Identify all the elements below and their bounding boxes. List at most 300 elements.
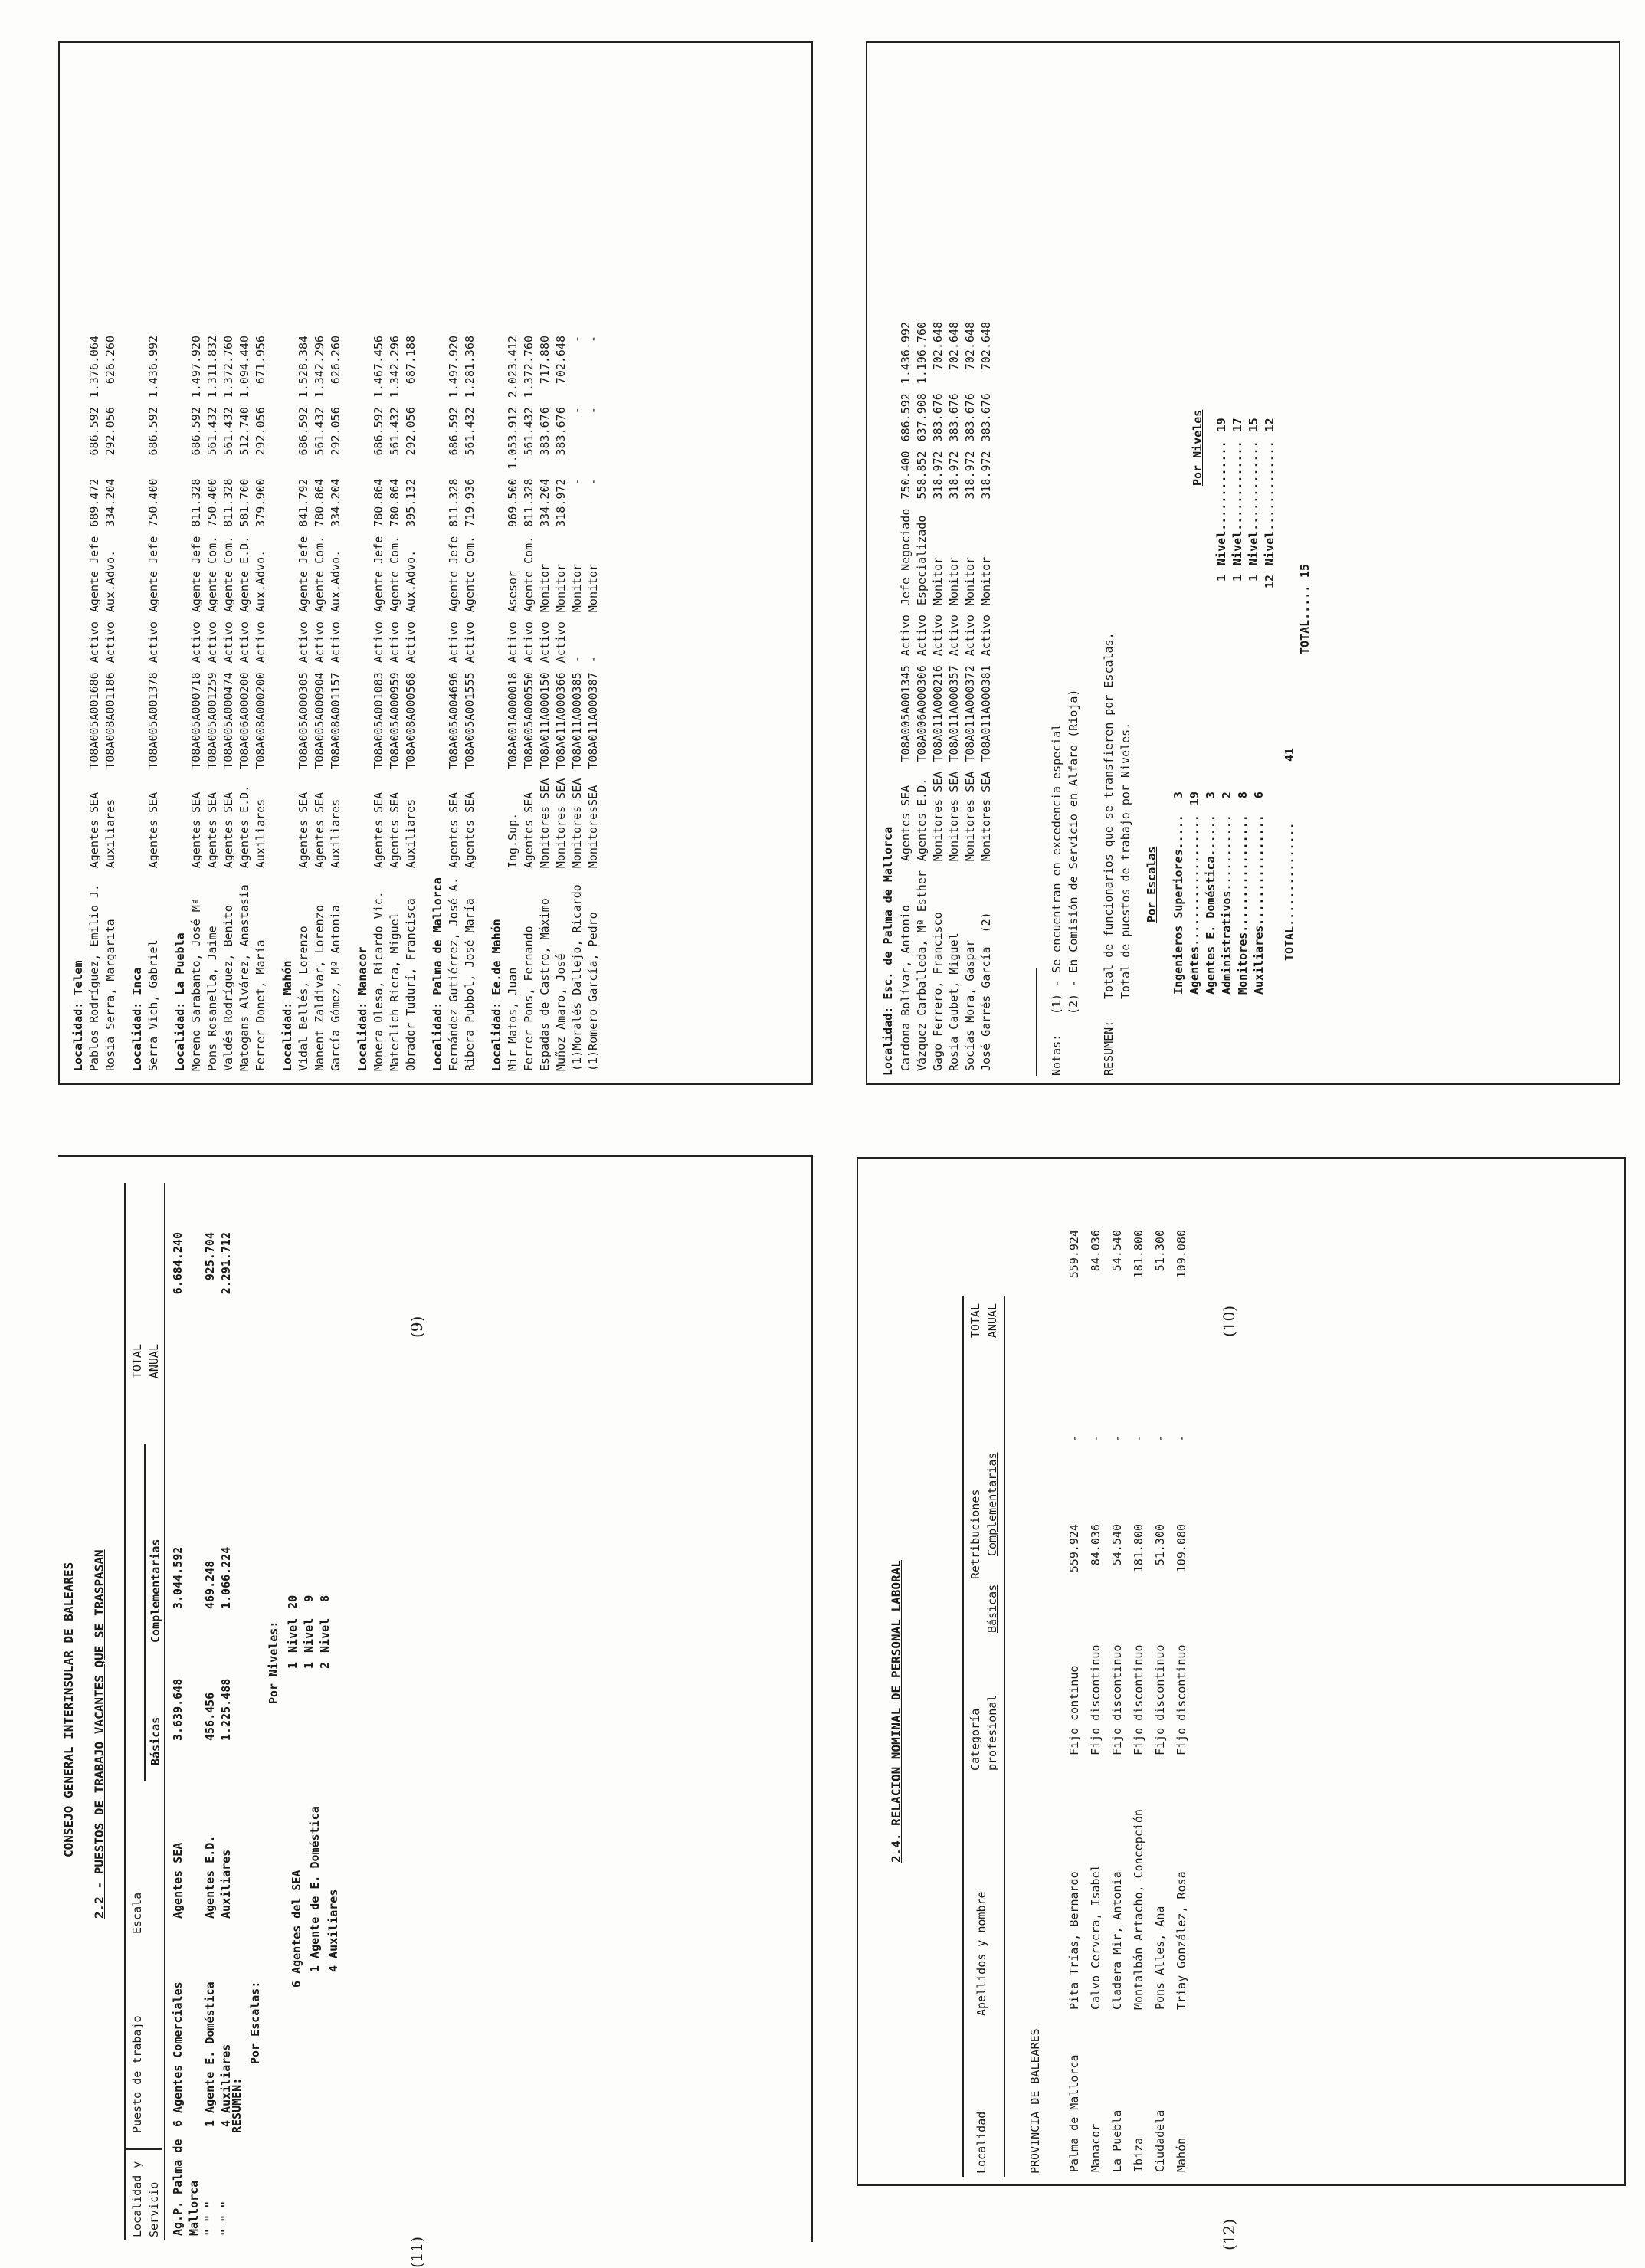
cell-name: Vázquez Carballeda, Mª Esther [915,870,929,1071]
cell-complementarias: 292.056 [254,407,267,456]
resumen-text-2: Total de puestos de trabajo por Niveles. [1119,722,1132,999]
cell-name: Gago Ferrero, Francisco [931,912,945,1071]
cell-basicas: 318.972 [963,451,977,500]
cell-puesto: Agente Com. [221,536,235,613]
cell-puesto: Agente E.D. [238,536,251,613]
locality-heading: Localidad: Manacor [356,946,369,1071]
nivel-label: Nivel............. [1263,441,1276,565]
cell-escala: Agentes SEA [313,792,326,869]
cell-basicas: 811.328 [447,478,460,527]
cell-nombre: Cladera Mir, Antonia [1110,1871,1124,2010]
locality-heading: Localidad: Mahón [280,960,294,1071]
table-row [328,331,344,1076]
table-row [914,317,930,1076]
cell-registro: T08A011A000150 [538,672,552,769]
cell-complementarias: 686.592 [297,407,310,456]
cell-name: Muñoz Amaro, José [554,953,568,1071]
table-row [1106,1225,1128,2177]
cell-basicas: - [586,478,600,486]
nivel-number: 15 [1247,418,1260,432]
cell-escala: Monitores SEA [538,778,552,869]
cell-name: Socías Mora, Gaspar [963,939,977,1071]
col-complementarias: Complementarias [985,1452,999,1556]
table-row [202,1227,218,2240]
cell-total: 1.497.920 [189,335,203,398]
cell-puesto: Jefe Negociado [899,508,913,606]
cell-total: 51.300 [1153,1230,1167,1272]
table-row [569,331,585,1076]
cell-basicas: 780.864 [388,478,401,527]
table-row [312,331,328,1076]
escalas-total-label: TOTAL............... [1283,822,1296,961]
cell-puesto: Aux.Advo. [329,549,342,613]
cell-complementarias: 383.676 [963,393,977,442]
cell-complementarias: 383.676 [947,393,961,442]
col-basicas: Básicas [149,1716,162,1765]
page-11-subtitle: 2.2 - PUESTOS DE TRABAJO VACANTES QUE SE TRASPASAN [92,1549,106,1919]
cell-complementarias: 561.432 [221,407,235,456]
cell-total: 717.880 [538,335,552,385]
cell-categoria: Fijo discontinuo [1089,1644,1103,1755]
cell-name: Pablos Rodríguez, Emilio J. [87,884,101,1071]
cell-categoria: Fijo continuo [1067,1665,1081,1755]
cell-name: Serra Vich, Gabriel [146,939,160,1071]
cell-escala: Agentes E.D. [915,778,929,862]
nivel-label: Nivel [318,1617,332,1653]
cell-total: 702.648 [979,321,993,371]
niveles-summary-table [1214,413,1278,593]
cell-registro: T08A005A001378 [146,672,160,769]
cell-situacion: Activo [947,615,961,657]
cell-basicas: 109.080 [1175,1524,1188,1573]
cell-registro: T08A005A001083 [372,672,385,769]
cell-situacion: Activo [899,615,913,657]
cell-basicas: 750.400 [205,478,219,527]
cell-registro: T08A005A000904 [313,672,326,769]
cell-registro: T08A005A000550 [522,672,536,769]
cell-complementarias: - [1067,1434,1081,1442]
nivel-count: 12 [1263,574,1276,588]
nivel-row [1246,413,1262,593]
cell-situacion: - [570,656,584,664]
table-row [1171,1225,1192,2177]
cell-complementarias: 686.592 [189,407,203,456]
cell-situacion: Activo [146,621,160,664]
cell-escala: Agentes SEA [87,792,101,869]
cell-basicas: 689.472 [87,478,101,527]
cell-total: 1.094.440 [238,335,251,398]
cell-complementarias: - [1110,1434,1124,1442]
cell-basicas: 181.800 [1132,1524,1145,1573]
cell-registro: T08A005A000474 [221,672,235,769]
cell-puesto: Agente Jefe [447,536,460,613]
page-10-rotated-content [867,43,1619,1083]
escala-name: Agentes................... [1188,814,1201,995]
cell-escala: Agentes SEA [388,792,401,869]
escala-row [1171,787,1187,999]
cell-name: Monera Olesa, Ricardo Vic. [372,891,385,1071]
nivel-label: Nivel [286,1617,300,1653]
nivel-count: 1 [1247,574,1260,582]
cell-complementarias: 1.053.912 [506,407,519,470]
cell-name: Ribera Pubbol, José María [463,898,477,1071]
table-row [978,317,995,1076]
table-row [462,331,478,1076]
cell-basicas: 750.400 [146,478,160,527]
cell-total: 1.372.760 [221,335,235,398]
cell-basicas: 456.456 [203,1692,217,1741]
cell-complementarias: 686.592 [87,407,101,456]
nivel-row [317,1591,333,1673]
spacer-row [162,331,172,1076]
cell-total: 109.080 [1175,1230,1188,1279]
cell-total: 626.260 [329,335,342,385]
cell-categoria: Fijo discontinuo [1153,1644,1167,1755]
cell-total: 702.648 [554,335,568,385]
cell-situacion: Activo [538,621,552,664]
locality-heading-row [355,331,371,1076]
cell-basicas: 969.500 [506,478,519,527]
table-row [553,331,569,1076]
nivel-number: 20 [286,1594,300,1609]
cell-basicas: 581.700 [238,478,251,527]
spacer-row [344,331,355,1076]
nota-1: (1) - Se encuentran en excedencia especial [1050,723,1063,1014]
cell-name: Moreno Sarabanto, José Mª [189,898,203,1071]
cell-complementarias: - [1089,1434,1103,1442]
escala-name: Auxiliares................ [1252,814,1266,995]
cell-complementarias: 383.676 [979,393,993,442]
escala-count: 3 [1171,792,1185,799]
cell-complementarias: 686.592 [372,407,385,456]
table-top-rule [962,1296,964,2177]
cell-escala: Auxiliares [329,798,342,869]
locality-heading-row [489,331,505,1076]
cell-escala: Agentes SEA [297,792,310,869]
cell-complementarias: 561.432 [522,407,536,456]
cell-registro: T08A001A000018 [506,672,519,769]
laboral-staff-table [1063,1225,1192,2177]
cell-basicas: 780.864 [313,478,326,527]
cell-escala: Monitores SEA [979,771,993,862]
cell-nombre: Pons Alles, Ana [1153,1906,1167,2010]
cell-name: Valdés Rodríguez, Benito [221,905,235,1071]
table-row [537,331,553,1076]
cell-complementarias: 637.908 [915,393,929,442]
cell-puesto: Agente Jefe [372,536,385,613]
col-localidad: Localidad [975,2111,988,2174]
niveles-total-value: 15 [1298,563,1312,578]
cell-total: 181.800 [1132,1230,1145,1279]
table-row [585,331,601,1076]
col-categoria: Categoría profesional [968,1694,999,1771]
cell-escala: Monitores SEA [931,771,945,862]
table-row [146,331,162,1076]
cell-localidad: Manacor [1089,2123,1103,2172]
spacer-row [601,331,612,1076]
locality-heading: Localidad: Palma de Mallorca [431,877,444,1071]
nivel-label: Nivel [302,1617,316,1653]
cell-total: 6.684.240 [171,1232,185,1295]
cell-puesto: 4 Auxiliares [219,2043,233,2127]
cell-escala: Agentes SEA [205,792,219,869]
cell-localidad: Ciudadela [1153,2109,1167,2172]
locality-heading-row [280,331,296,1076]
por-escalas-label: Por Escalas: [248,1981,262,2064]
cell-puesto: Monitor [554,563,568,613]
table-row [205,331,221,1076]
cell-escala: Agentes E.D. [203,1835,217,1919]
cell-escala: Agentes SEA [463,792,477,869]
nivel-row [301,1591,317,1673]
cell-registro: T08A006A000306 [915,665,929,762]
cell-registro: T08A011A000385 [570,672,584,769]
cell-complementarias: 686.592 [146,407,160,456]
locality-heading-row [172,331,188,1076]
cell-basicas: 318.972 [554,478,568,527]
cell-complementarias: 292.056 [404,407,418,456]
cell-complementarias: 383.676 [554,407,568,456]
nivel-number: 17 [1230,418,1244,432]
cell-puesto: Agente Com. [463,536,477,613]
cell-escala: Agentes SEA [372,792,385,869]
nivel-row [1262,413,1278,593]
cell-total: 702.648 [947,321,961,371]
cell-basicas: 318.972 [931,451,945,500]
cell-complementarias: - [1153,1434,1167,1442]
table-row [188,331,205,1076]
col-total: TOTAL ANUAL [968,1303,999,1339]
page-9 [58,41,813,1085]
cell-puesto: Monitor [979,556,993,606]
cell-nombre: Pita Trías, Bernardo [1067,1871,1081,2010]
cell-situacion: Activo [447,621,460,664]
escala-row [1219,787,1235,999]
cell-basicas: 1.225.488 [219,1678,233,1741]
por-niveles-title: Por Niveles [1191,409,1204,486]
cell-basicas: 318.972 [947,451,961,500]
provincia-heading: PROVINCIA DE BALEARES [1028,2028,1042,2174]
cell-basicas: 334.204 [329,478,342,527]
cell-total: - [586,335,600,342]
cell-registro: T08A008A000200 [254,672,267,769]
nivel-count: 1 [286,1661,300,1669]
cell-total: 1.436.992 [899,321,913,385]
cell-registro: T08A011A000381 [979,665,993,762]
cell-name: Pons Rosanella, Jaime [205,926,219,1071]
nivel-count: 1 [1214,574,1228,582]
cell-total: 626.260 [103,335,117,385]
nivel-number: 8 [318,1594,332,1602]
cell-total: 1.436.992 [146,335,160,398]
table-row [1149,1225,1171,2177]
cell-registro: T08A008A000568 [404,672,418,769]
cell-basicas: 719.936 [463,478,477,527]
cell-puesto: Agente Com. [205,536,219,613]
cell-name: Ferrer Pons, Fernando [522,926,536,1071]
page-number-12: (12) [1220,2218,1238,2250]
cell-basicas: 51.300 [1153,1524,1167,1566]
cell-complementarias: 561.432 [463,407,477,456]
cell-registro: T08A005A000718 [189,672,203,769]
cell-localidad: " " " [203,2201,217,2236]
resumen-text-1: Total de funcionarios que se transfieren por Escalas. [1102,632,1116,999]
cell-basicas: 750.400 [899,451,913,500]
col-localidad: Localidad y Servicio [130,2161,161,2237]
cell-situacion: Activo [554,621,568,664]
cell-escala: Monitores SEA [570,778,584,869]
cell-puesto: 6 Agentes Comerciales [171,1981,185,2127]
cell-situacion: - [586,656,600,664]
cell-total: 925.704 [203,1232,217,1281]
page-10-personnel-table [898,317,995,1076]
cell-escala: Agentes SEA [146,792,160,869]
cell-escala: Agentes E.D. [238,785,251,869]
cell-localidad: La Puebla [1110,2109,1124,2172]
spacer-row [119,331,129,1076]
cell-registro: T08A011A000387 [586,672,600,769]
escala-count: 19 [1188,792,1201,806]
cell-complementarias: 383.676 [538,407,552,456]
page-11-title: CONSEJO GENERAL INTERINSULAR DE BALEARES [61,1562,76,1857]
notes-separator [1036,968,1037,1076]
cell-situacion: Activo [522,621,536,664]
page-12-title: 2.4. RELACION NOMINAL DE PERSONAL LABORAL [889,1560,903,1863]
cell-total: 1.342.296 [313,335,326,398]
cell-escala: Auxiliares [254,798,267,869]
table-row [237,331,253,1076]
cell-escala: Monitores SEA [947,771,961,862]
cell-puesto: Monitor [963,556,977,606]
cell-escala: Agentes SEA [221,792,235,869]
cell-basicas: 334.204 [538,478,552,527]
escala-count: 6 [1252,792,1266,799]
cell-escala: Agentes SEA [899,785,913,862]
table-row [446,331,462,1076]
page-number-9: (9) [408,1316,426,1338]
cell-registro: T08A005A001555 [463,672,477,769]
cell-complementarias: 292.056 [329,407,342,456]
cell-nombre: Calvo Cervera, Isabel [1089,1864,1103,2010]
cell-escala: Agentes SEA [522,792,536,869]
cell-total: 1.311.832 [205,335,219,398]
col-complementarias: Complementarias [149,1539,162,1643]
cell-basicas: - [570,478,584,486]
cell-total: 1.196.760 [915,321,929,385]
locality-heading-row [430,331,446,1076]
cell-basicas: 780.864 [372,478,385,527]
cell-basicas: 84.036 [1089,1524,1103,1566]
cell-basicas: 558.852 [915,451,929,500]
cell-total: 2.291.712 [219,1232,233,1295]
cell-total: 1.281.368 [463,335,477,398]
nivel-count: 1 [1230,574,1244,582]
cell-escala: Agentes SEA [447,792,460,869]
page-12 [857,1157,1626,2186]
cell-total: 687.188 [404,335,418,385]
table-row [1085,1225,1106,2177]
cell-total: 702.648 [931,321,945,371]
escala-3: 4 Auxiliares [326,1889,340,1972]
page-11 [58,1155,813,2242]
cell-name: Cardona Bolívar, Antonio [899,905,913,1071]
page-number-10: (10) [1220,1305,1238,1337]
cell-complementarias: 686.592 [899,393,913,442]
spacer-row [419,331,430,1076]
cell-nombre: Montalbán Artacho, Concepción [1132,1809,1145,2010]
cell-puesto: Monitor [586,563,600,613]
cell-complementarias: - [1175,1434,1188,1442]
col-apellidos: Apellidos y nombre [975,1891,988,2016]
escalas-total-value: 41 [1283,747,1296,762]
page-9-rotated-content [60,43,811,1083]
cell-name: Obrador Tudurí, Francisca [404,898,418,1071]
cell-localidad: Ibiza [1132,2137,1145,2172]
col-total: TOTAL ANUAL [130,1344,161,1379]
cell-situacion: Activo [87,621,101,664]
cell-puesto: Especializado [915,515,929,606]
cell-puesto: Agente Com. [522,536,536,613]
retribuciones-label: Retribuciones [968,1489,982,1579]
table-row [221,331,237,1076]
cell-situacion: Activo [463,621,477,664]
cell-nombre: Triay González, Rosa [1175,1871,1188,2010]
cell-name: Nanent Zaldivar, Lorenzo [313,905,326,1071]
escala-name: Monitores................. [1236,814,1250,995]
escala-name: Ingenieros Superiores..... [1171,814,1185,995]
cell-name: Mir Matos, Juan [506,967,519,1071]
nivel-label: Nivel............. [1214,441,1228,565]
cell-situacion: Activo [931,615,945,657]
locality-heading: Localidad: Telem [71,960,85,1071]
cell-complementarias: 512.740 [238,407,251,456]
locality-heading-row [129,331,146,1076]
page-number-11: (11) [408,2236,426,2268]
escala-row [1235,787,1251,999]
cell-situacion: Activo [189,621,203,664]
cell-name: García Gómez, Mª Antonia [329,905,342,1071]
escala-row [1203,787,1219,999]
cell-name: Rosia Serra, Margarita [103,919,117,1071]
col-basicas: Básicas [985,1584,999,1633]
cell-puesto: Agente Jefe [297,536,310,613]
cell-registro: T08A005A000959 [388,672,401,769]
table-row [296,331,312,1076]
cell-situacion: Activo [313,621,326,664]
cell-puesto: Agente Jefe [87,536,101,613]
cell-registro: T08A008A001157 [329,672,342,769]
cell-name: Matogans Alvárez, Anastasia [238,884,251,1071]
cell-basicas: 395.132 [404,478,418,527]
cell-complementarias: 561.432 [313,407,326,456]
cell-total: 1.376.064 [87,335,101,398]
cell-situacion: Activo [221,621,235,664]
nivel-row [1214,413,1230,593]
cell-registro: T08A005A001259 [205,672,219,769]
notas-label: Notas: [1050,1034,1063,1076]
cell-puesto: Aux.Advo. [254,549,267,613]
cell-situacion: Activo [388,621,401,664]
cell-puesto: Agente Com. [388,536,401,613]
cell-escala: Agentes SEA [189,792,203,869]
nivel-row [285,1591,301,1673]
table-row [898,317,914,1076]
cell-situacion: Activo [963,615,977,657]
page-10 [866,41,1620,1085]
cell-escala: Auxiliares [404,798,418,869]
cell-registro: T08A006A000200 [238,672,251,769]
nivel-count: 1 [302,1661,316,1669]
